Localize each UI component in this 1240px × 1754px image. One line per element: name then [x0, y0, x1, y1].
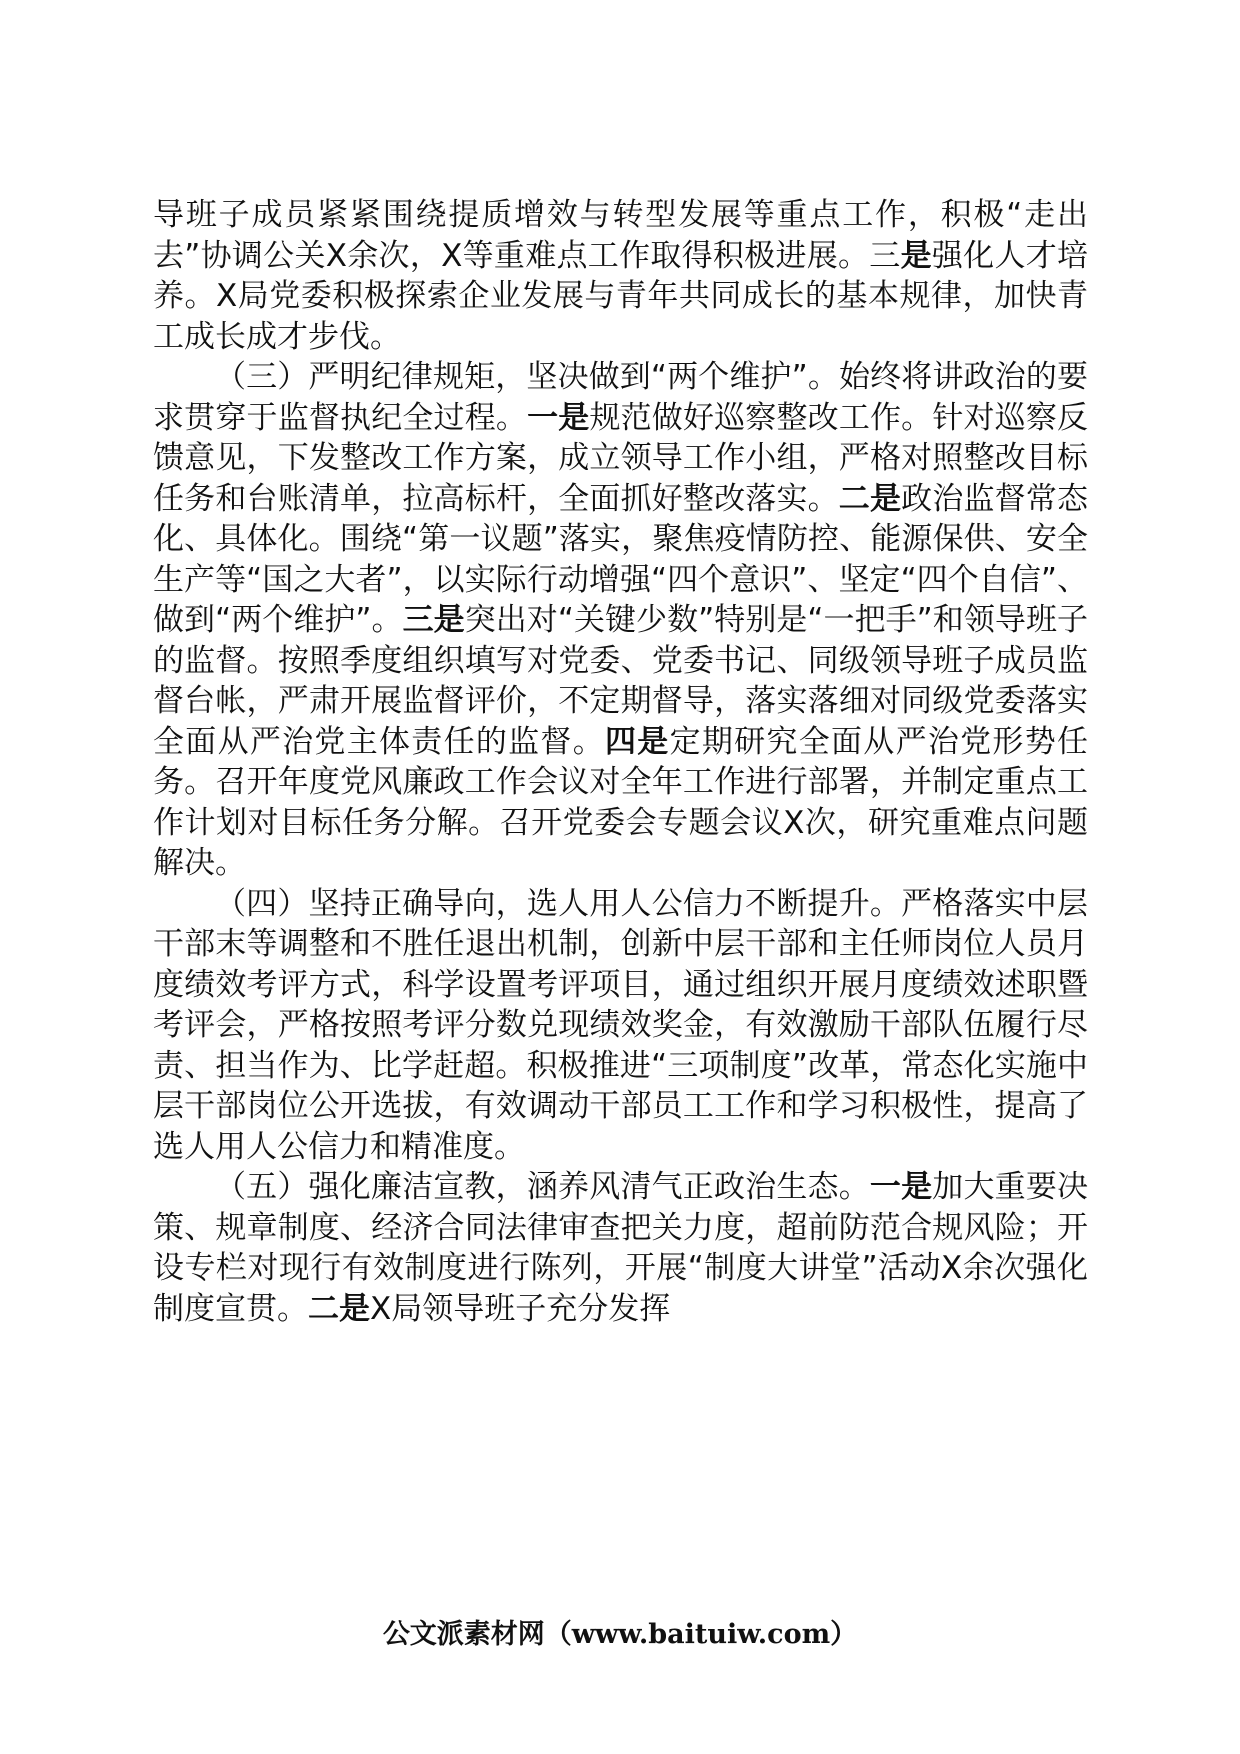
text-segment: 加大重要决策、规章制度、经济合同法律审查把关力度，超前防范合规风险；开设专栏对现行有效制度进行陈列，开展“制度大讲堂”活动X余次强化制度宣贯。	[153, 1169, 1089, 1327]
bold-ordinal: 三是	[402, 602, 465, 638]
text-segment: （三）严明纪律规矩，坚决做到“两个维护”。始终将讲政治的要求贯穿于监督执纪全过程。	[153, 359, 1088, 436]
document-body	[153, 195, 1088, 1329]
paragraph	[153, 884, 1088, 1168]
paragraph	[153, 1167, 1088, 1329]
page-footer-watermark: 公文派素材网（www.baituiw.com）	[382, 1619, 858, 1650]
paragraph	[153, 195, 1088, 357]
text-segment: 突出对“关键少数”特别是“一把手”和领导班子的监督。按照季度组织填写对党委、党委书记、同级领导班子成员监督台帐，严肃开展监督评价，不定期督导，落实落细对同级党委落实全面从严治党主体责任的监督。	[153, 602, 1088, 760]
text-segment: 政治监督常态化、具体化。围绕“第一议题”落实，聚焦疫情防控、能源保供、安全生产等“国之大者”，以实际行动增强“四个意识”、坚定“四个自信”、做到“两个维护”。	[153, 480, 1089, 638]
text-segment: 定期研究全面从严治党形势任务。召开年度党风廉政工作会议对全年工作进行部署，并制定重点工作计划对目标任务分解。召开党委会专题会议X次，研究重难点问题解决。	[153, 723, 1089, 881]
text-segment: 规范做好巡察整改工作。针对巡察反馈意见，下发整改工作方案，成立领导工作小组，严格对照整改目标任务和台账清单，拉高标杆，全面抓好整改落实。	[153, 399, 1089, 517]
bold-ordinal: 一是	[869, 1169, 933, 1205]
bold-ordinal: 二是	[838, 480, 902, 517]
bold-ordinal: 是	[900, 237, 932, 274]
paragraph	[153, 357, 1088, 884]
bold-ordinal: 一是	[527, 399, 590, 436]
text-segment: （五）强化廉洁宣教，涵养风清气正政治生态。	[215, 1169, 870, 1205]
bold-ordinal: 二是	[308, 1290, 370, 1327]
text-segment: 强化人才培养。X局党委积极探索企业发展与青年共同成长的基本规律，加快青工成长成才步伐。	[153, 237, 1089, 355]
text-segment: （四）坚持正确导向，选人用人公信力不断提升。严格落实中层干部末等调整和不胜任退出机制，创新中层干部和主任师岗位人员月度绩效考评方式，科学设置考评项目，通过组织开展月度绩效述职暨考评会，严格按照考评分数兑现绩效奖金，有效激励干部队伍履行尽责、担当作为、比学赶超。积极推进“三项制度”改革，常态化实施中层干部岗位公开选拔，有效调动干部员工工作和学习积极性，提高了选人用人公信力和精准度。	[153, 885, 1088, 1165]
text-segment: 导班子成员紧紧围绕提质增效与转型发展等重点工作，积极“走出去”协调公关X余次，X等重难点工作取得积极进展。三	[153, 197, 1088, 274]
text-segment: X局领导班子充分发挥	[370, 1290, 671, 1327]
bold-ordinal: 四是	[605, 723, 670, 760]
